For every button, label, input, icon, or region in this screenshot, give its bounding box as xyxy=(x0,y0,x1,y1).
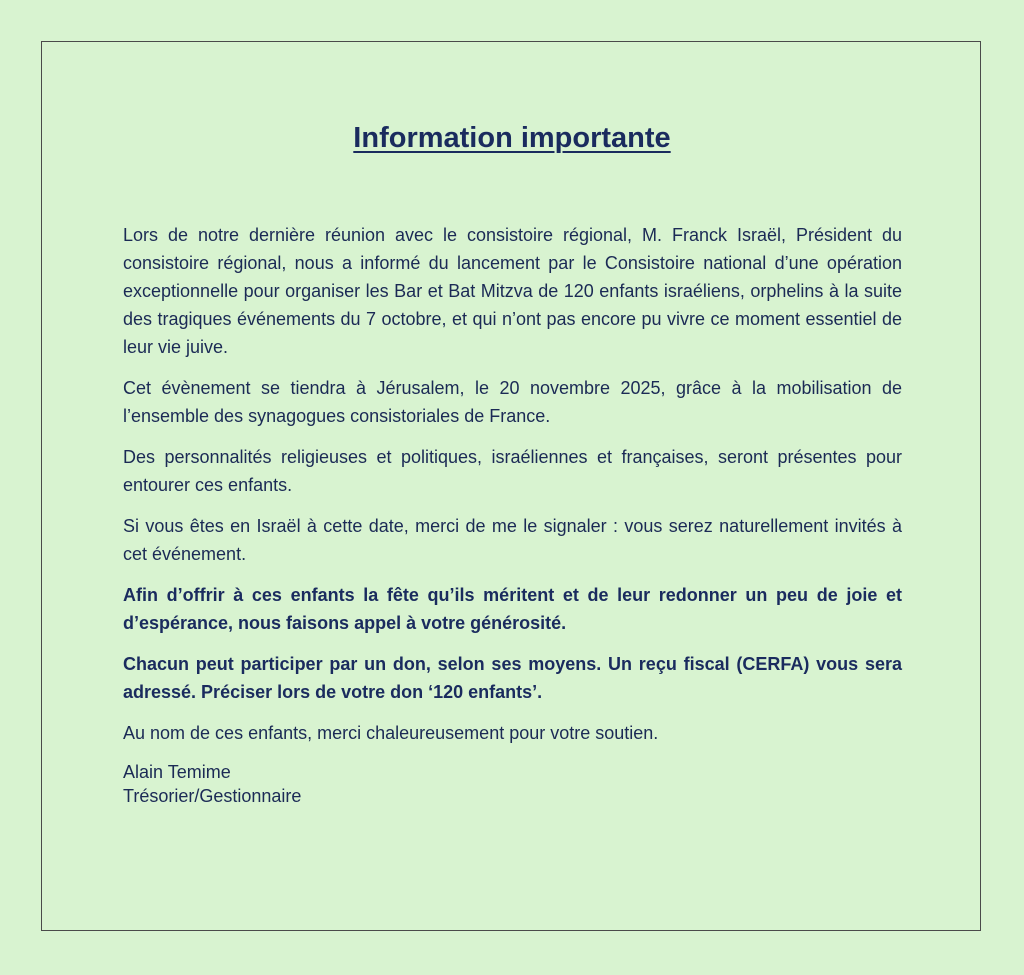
paragraph-appeal: Afin d’offrir à ces enfants la fête qu’ils méritent et de leur redonner un peu de joie et d’espérance, nous faisons appel à votre générosité. xyxy=(123,585,902,633)
signature-name: Alain Temime xyxy=(123,762,231,782)
signature-block xyxy=(123,760,902,808)
paragraph-donation: Chacun peut participer par un don, selon ses moyens. Un reçu fiscal (CERFA) vous sera adressé. Préciser lors de votre don ‘120 enfants’. xyxy=(123,654,902,702)
paragraph-personalities: Des personnalités religieuses et politiques, israéliennes et françaises, seront présentes pour entourer ces enfants. xyxy=(123,447,902,495)
page-title: Information importante xyxy=(353,122,671,154)
paragraph-announcement: Lors de notre dernière réunion avec le consistoire régional, M. Franck Israël, Président du consistoire régional, nous a informé du lancement par le Consistoire national d’une opération exceptionnelle pour organiser les Bar et Bat Mitzva de 120 enfants israéliens, orphelins à la suite des tragiques événements du 7 octobre, et qui n’ont pas encore pu vivre ce moment essentiel de leur vie juive. xyxy=(123,225,902,357)
paragraph-invitation: Si vous êtes en Israël à cette date, merci de me le signaler : vous serez naturellement invités à cet événement. xyxy=(123,516,902,564)
document-body xyxy=(123,221,902,808)
paragraph-thanks: Au nom de ces enfants, merci chaleureusement pour votre soutien. xyxy=(123,723,659,743)
signature-role: Trésorier/Gestionnaire xyxy=(123,786,302,806)
paragraph-event-details: Cet évènement se tiendra à Jérusalem, le 20 novembre 2025, grâce à la mobilisation de l’ensemble des synagogues consistoriales de France. xyxy=(123,378,902,426)
